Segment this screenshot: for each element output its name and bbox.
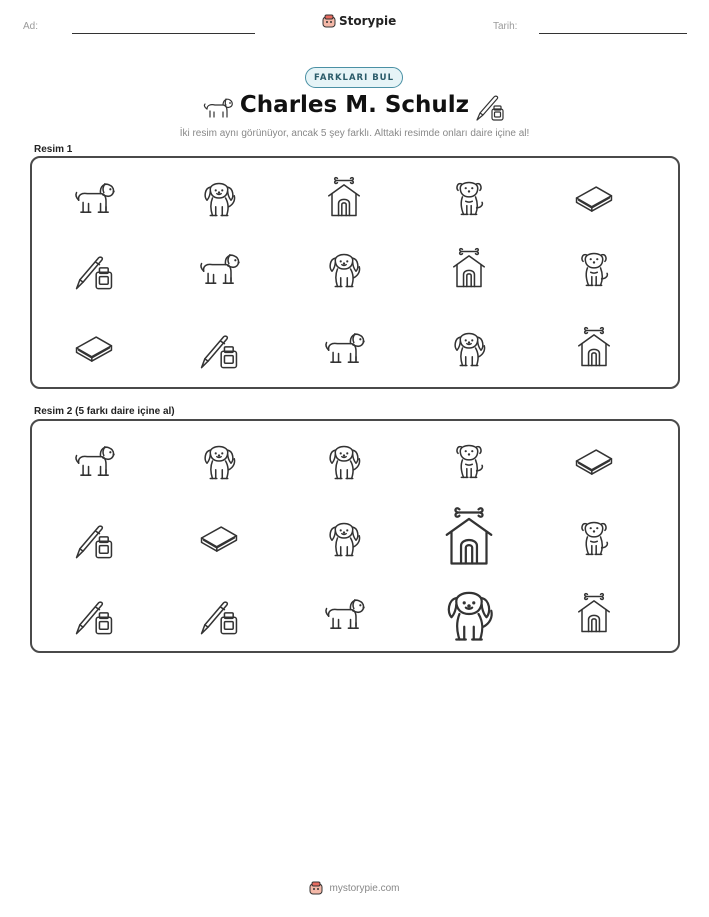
dog-floppy-icon: [434, 579, 504, 649]
picture-1-item-dog-floppy[interactable]: [195, 174, 243, 222]
doghouse-icon: [570, 324, 618, 372]
title-pen-ink-icon: [474, 91, 506, 123]
picture-1-item-book[interactable]: [70, 324, 118, 372]
doghouse-icon: [320, 174, 368, 222]
picture-2-item-dog-small[interactable]: [320, 590, 368, 638]
dog-puppy-icon: [570, 514, 618, 562]
picture-1-item-pen-ink[interactable]: [195, 324, 243, 372]
picture-2-item-pen-ink[interactable]: [70, 514, 118, 562]
picture-1-item-dog-small[interactable]: [70, 174, 118, 222]
picture-2-panel: [30, 419, 680, 653]
picture-1-item-dog-small[interactable]: [320, 324, 368, 372]
name-label: Ad:: [23, 21, 39, 32]
picture-1-item-dog-floppy[interactable]: [445, 324, 493, 372]
dog-puppy-icon: [445, 174, 493, 222]
dog-puppy-icon: [445, 437, 493, 485]
dog-small-icon: [320, 324, 368, 372]
instructions: İki resim aynı görünüyor, ancak 5 şey farklı. Alttaki resimde onları daire içine al!: [179, 128, 530, 139]
worksheet-title: Charles M. Schulz: [239, 92, 470, 118]
picture-2-item-pen-ink[interactable]: [70, 590, 118, 638]
picture-1-label: Resim 1: [34, 144, 73, 155]
doghouse-icon: [570, 590, 618, 638]
picture-2-item-book[interactable]: [570, 437, 618, 485]
doghouse-icon: [445, 245, 493, 293]
picture-1-item-doghouse[interactable]: [445, 245, 493, 293]
pen-ink-icon: [70, 245, 118, 293]
picture-1-item-dog-puppy[interactable]: [445, 174, 493, 222]
dog-small-icon: [70, 437, 118, 485]
picture-1-panel: [30, 156, 680, 389]
picture-2-item-dog-floppy[interactable]: [320, 437, 368, 485]
picture-2-item-doghouse-large[interactable]: [434, 503, 504, 573]
picture-1-item-doghouse[interactable]: [320, 174, 368, 222]
book-icon: [70, 324, 118, 372]
pen-ink-icon: [70, 590, 118, 638]
picture-2-label: Resim 2 (5 farkı daire içine al): [34, 406, 175, 417]
dog-small-icon: [320, 590, 368, 638]
name-line: [72, 33, 255, 34]
picture-1-item-dog-small[interactable]: [195, 245, 243, 293]
dog-small-icon: [70, 174, 118, 222]
picture-2-item-dog-puppy[interactable]: [445, 437, 493, 485]
picture-2-item-doghouse[interactable]: [570, 590, 618, 638]
date-line: [539, 33, 687, 34]
storypie-mascot-icon: [322, 14, 336, 28]
brand-name: Storypie: [339, 14, 397, 28]
pen-ink-icon: [70, 514, 118, 562]
picture-1-item-pen-ink[interactable]: [70, 245, 118, 293]
dog-puppy-icon: [570, 245, 618, 293]
footer: [0, 881, 709, 895]
picture-1-item-dog-puppy[interactable]: [570, 245, 618, 293]
book-icon: [570, 174, 618, 222]
dog-floppy-icon: [320, 245, 368, 293]
picture-2-item-dog-floppy-large[interactable]: [434, 579, 504, 649]
picture-2-item-book[interactable]: [195, 514, 243, 562]
dog-floppy-icon: [195, 174, 243, 222]
worksheet-type-badge: FARKLARI BUL: [305, 67, 403, 88]
picture-2-item-dog-floppy[interactable]: [195, 437, 243, 485]
book-icon: [195, 514, 243, 562]
dog-floppy-icon: [320, 514, 368, 562]
doghouse-icon: [434, 503, 504, 573]
book-icon: [570, 437, 618, 485]
dog-floppy-icon: [320, 437, 368, 485]
dog-small-icon: [195, 245, 243, 293]
picture-1-item-book[interactable]: [570, 174, 618, 222]
picture-2-item-dog-puppy[interactable]: [570, 514, 618, 562]
picture-1-item-dog-floppy[interactable]: [320, 245, 368, 293]
picture-1-item-doghouse[interactable]: [570, 324, 618, 372]
pen-ink-icon: [195, 324, 243, 372]
pen-ink-icon: [195, 590, 243, 638]
storypie-footer-icon: [309, 881, 323, 895]
date-label: Tarih:: [493, 21, 518, 32]
dog-floppy-icon: [195, 437, 243, 485]
picture-2-item-pen-ink[interactable]: [195, 590, 243, 638]
footer-site: mystorypie.com: [329, 882, 400, 894]
picture-2-item-dog-small[interactable]: [70, 437, 118, 485]
picture-2-item-dog-floppy[interactable]: [320, 514, 368, 562]
dog-floppy-icon: [445, 324, 493, 372]
storypie-logo: [322, 14, 396, 28]
